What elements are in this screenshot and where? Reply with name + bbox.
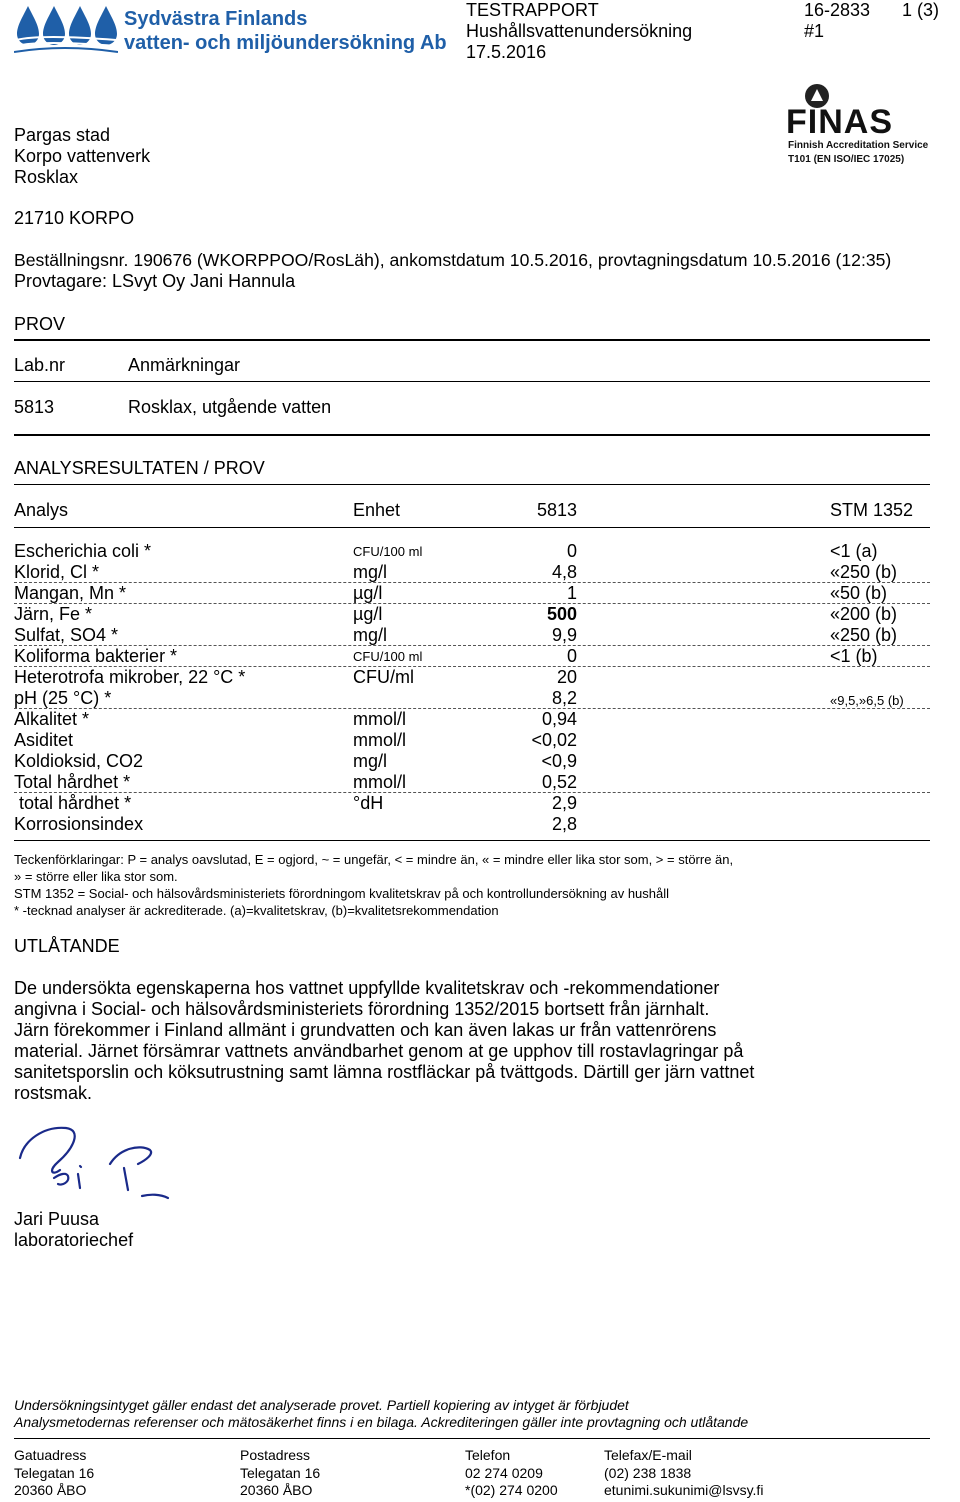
handwritten-signature [14, 1118, 174, 1208]
standard: «9,5,»6,5 (b) [830, 693, 904, 708]
signer-name: Jari Puusa [14, 1209, 100, 1229]
order-line2: Provtagare: LSvyt Oy Jani Hannula [14, 271, 296, 291]
result-row [0, 793, 960, 814]
unit: °dH [353, 793, 384, 813]
value: 0 [566, 646, 577, 666]
result-row [0, 562, 960, 583]
analys-name: Total hårdhet * [14, 772, 131, 792]
company-logo [14, 4, 447, 56]
analys-name: Heterotrofa mikrober, 22 °C * [14, 667, 246, 687]
result-row [0, 709, 960, 730]
value: <0,02 [531, 730, 577, 750]
signer-title: laboratoriechef [14, 1230, 134, 1250]
divider [14, 434, 930, 436]
value: 2,8 [551, 814, 577, 834]
statement-line: sanitetsporslin och köksutrustning samt lämna rostfläckar på tvättgods. Därtill ger järn vattnet [14, 1062, 755, 1082]
legend-line4: * -tecknad analyser är ackrediterade. (a)=kvalitetskrav, (b)=kvalitetsrekommendation [14, 903, 499, 918]
analys-name: Klorid, Cl * [14, 562, 100, 582]
result-row [0, 646, 960, 667]
recipient-line1: Pargas stad [14, 125, 111, 145]
footer-fax-label: Telefax/E-mail [604, 1447, 692, 1463]
result-row [0, 541, 960, 562]
page-number: 1 (3) [902, 0, 940, 20]
value: 0 [566, 541, 577, 561]
value: 2,9 [551, 793, 577, 813]
standard: <1 (b) [830, 646, 878, 666]
unit: mmol/l [353, 730, 406, 750]
unit: mmol/l [353, 709, 406, 729]
unit: mmol/l [353, 772, 406, 792]
value: 9,9 [551, 625, 577, 645]
value: 1 [566, 583, 577, 603]
footer-email-link[interactable]: etunimi.sukunimi@lsvsy.fi [604, 1482, 764, 1498]
report-number: 16-2833 [804, 0, 871, 20]
company-name-line2: vatten- och miljöundersökning Ab [124, 32, 447, 54]
order-line1: Beställningsnr. 190676 (WKORPPOO/RosLäh), ankomstdatum 10.5.2016, provtagningsdatum 10.5.2016 (12:35) [14, 250, 892, 270]
divider [14, 339, 930, 341]
doc-type: TESTRAPPORT [466, 0, 599, 20]
recipient-line3: Rosklax [14, 167, 79, 187]
company-name-line1: Sydvästra Finlands [124, 8, 308, 30]
result-row [0, 751, 960, 772]
results-section-title: ANALYSRESULTATEN / PROV [14, 458, 265, 478]
recipient-line2: Korpo vattenverk [14, 146, 151, 166]
results-header-row [0, 500, 960, 521]
footer-phone-line2: *(02) 274 0200 [465, 1482, 558, 1498]
statement-title: UTLÅTANDE [14, 936, 120, 956]
value: 500 [546, 604, 577, 624]
unit: CFU/100 ml [353, 649, 423, 664]
footer-post-line2: 20360 ÅBO [240, 1482, 313, 1498]
unit: mg/l [353, 562, 388, 582]
col-std: STM 1352 [830, 500, 914, 520]
analys-name: total hårdhet * [14, 793, 132, 813]
analys-name: Mangan, Mn * [14, 583, 127, 603]
value: <0,9 [541, 751, 577, 771]
legend-line2: » = större eller lika stor som. [14, 869, 178, 884]
report-sub-number: #1 [804, 21, 825, 41]
finas-logo [784, 84, 929, 168]
value: 4,8 [551, 562, 577, 582]
footer-street-line2: 20360 ÅBO [14, 1482, 87, 1498]
result-row [0, 730, 960, 751]
result-row [0, 814, 960, 835]
value: 8,2 [551, 688, 577, 708]
unit: CFU/ml [353, 667, 414, 687]
doc-date: 17.5.2016 [466, 42, 547, 62]
footer-street-line1: Telegatan 16 [14, 1465, 95, 1481]
footer-post-line1: Telegatan 16 [240, 1465, 321, 1481]
sample-col-labnr: Lab.nr [14, 355, 66, 375]
result-row [0, 772, 960, 793]
analys-name: pH (25 °C) * [14, 688, 112, 708]
result-row [0, 583, 960, 604]
col-enhet: Enhet [353, 500, 401, 520]
finas-wordmark: FINAS [786, 103, 893, 141]
statement-line: Järn förekommer i Finland allmänt i grundvatten och kan även lakas ur från vattenrörens [14, 1020, 717, 1040]
sample-col-notes: Anmärkningar [128, 355, 241, 375]
unit: CFU/100 ml [353, 544, 423, 559]
result-row [0, 625, 960, 646]
divider [14, 484, 930, 485]
analys-name: Sulfat, SO4 * [14, 625, 119, 645]
result-row [0, 667, 960, 688]
unit: mg/l [353, 751, 388, 771]
recipient-postal: 21710 KORPO [14, 208, 135, 228]
analys-name: Järn, Fe * [14, 604, 93, 624]
unit: mg/l [353, 625, 388, 645]
divider [14, 840, 930, 841]
standard: <1 (a) [830, 541, 878, 561]
footer-phone-line1: 02 274 0209 [465, 1465, 543, 1481]
divider [14, 527, 930, 528]
footer-fax-line1: (02) 238 1838 [604, 1465, 692, 1481]
standard: «250 (b) [830, 625, 898, 645]
footer-street-label: Gatuadress [14, 1447, 87, 1463]
finas-code: T101 (EN ISO/IEC 17025) [788, 154, 905, 165]
result-row [0, 688, 960, 709]
analys-name: Koliforma bakterier * [14, 646, 178, 666]
result-row [0, 604, 960, 625]
water-drops-icon [14, 4, 118, 56]
standard: «200 (b) [830, 604, 898, 624]
footer-post-label: Postadress [240, 1447, 311, 1463]
footer-note1: Undersökningsintyget gäller endast det analyserade provet. Partiell kopiering av intyget är förbjudet [14, 1397, 629, 1413]
value: 0,94 [541, 709, 577, 729]
col-sample: 5813 [537, 500, 578, 520]
col-analys: Analys [14, 500, 69, 520]
legend-line3: STM 1352 = Social- och hälsovårdsministeriets förordningom kvalitetskrav på och kontrollundersökning av hushåll [14, 886, 670, 901]
value: 20 [556, 667, 577, 687]
standard: «50 (b) [830, 583, 888, 603]
analys-name: Koldioksid, CO2 [14, 751, 144, 771]
analys-name: Korrosionsindex [14, 814, 144, 834]
footer-phone-label: Telefon [465, 1447, 511, 1463]
divider [14, 1438, 930, 1439]
analys-name: Alkalitet * [14, 709, 90, 729]
statement-line: rostsmak. [14, 1083, 93, 1103]
unit: µg/l [353, 583, 383, 603]
statement-line: angivna i Social- och hälsovårdsministeriets förordning 1352/2015 bortsett från järnhalt. [14, 999, 710, 1019]
statement-line: De undersökta egenskaperna hos vattnet uppfyllde kvalitetskrav och -rekommendationer [14, 978, 720, 998]
footer-note2: Analysmetodernas referenser och mätosäkerhet finns i en bilaga. Ackrediteringen gäller inte provtagning och utlåtande [14, 1414, 749, 1430]
divider [14, 381, 930, 382]
analys-name: Asiditet [14, 730, 74, 750]
statement-line: material. Järnet försämrar vattnets användbarhet genom at ge upphov till rostavlagringar på [14, 1041, 744, 1061]
analys-name: Escherichia coli * [14, 541, 152, 561]
legend-line1: Teckenförklaringar: P = analys oavslutad, E = ogjord, ~ = ungefär, < = mindre än, « = mindre eller lika stor som, > = större än, [14, 852, 734, 867]
finas-tagline: Finnish Accreditation Service [788, 140, 929, 151]
sample-labnr: 5813 [14, 397, 55, 417]
sample-section-title: PROV [14, 314, 66, 334]
sample-notes: Rosklax, utgående vatten [128, 397, 332, 417]
doc-subtitle: Hushållsvattenundersökning [466, 21, 693, 41]
value: 0,52 [541, 772, 577, 792]
standard: «250 (b) [830, 562, 898, 582]
unit: µg/l [353, 604, 383, 624]
